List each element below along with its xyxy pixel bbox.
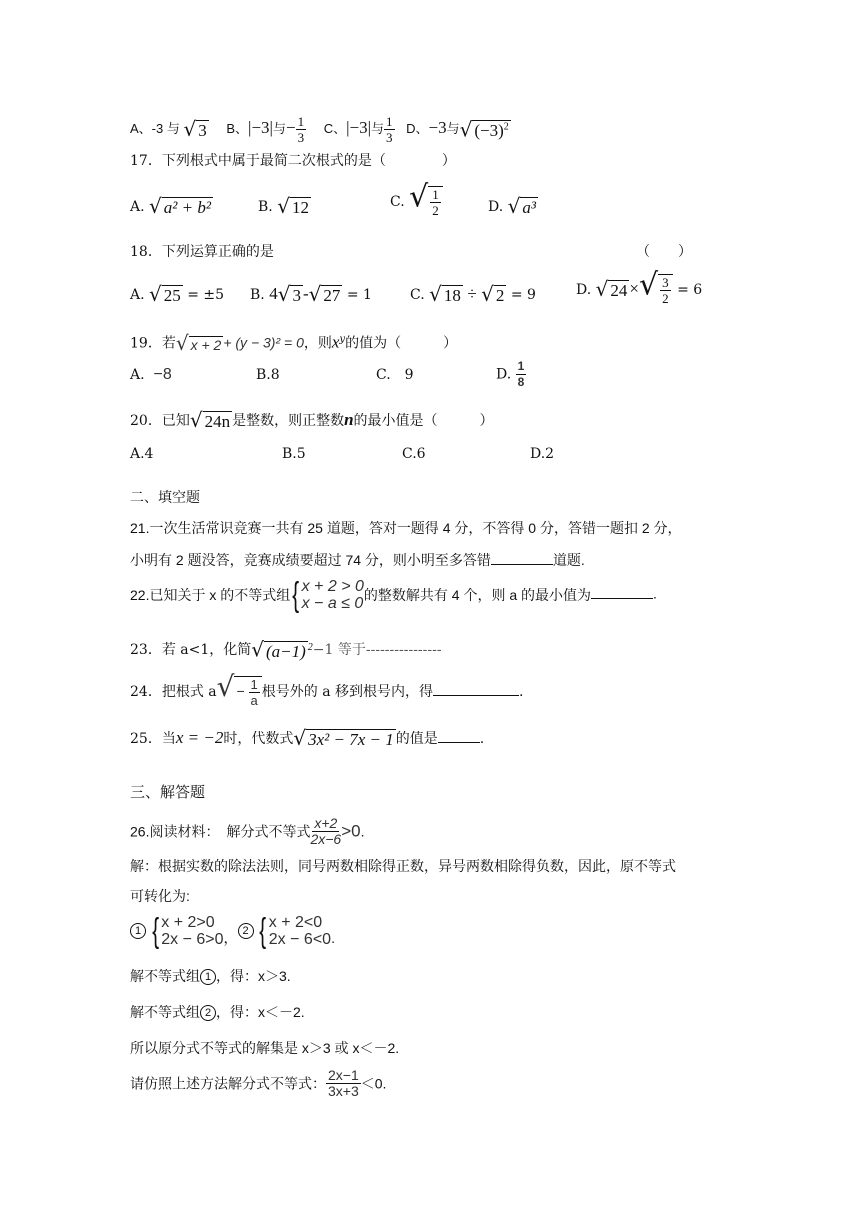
option-result: = ±5	[187, 287, 225, 303]
q18-stem: 18．下列运算正确的是	[130, 244, 274, 260]
option-value: −8	[153, 366, 172, 383]
option-a-num: -3	[151, 120, 164, 136]
radical: √ 24	[595, 277, 628, 301]
stem-text: 是整数，则正整数	[232, 413, 345, 429]
stem-text: 时，代数式	[223, 731, 294, 747]
q23-stem	[130, 638, 442, 662]
option-result: = 1	[346, 287, 372, 303]
fraction	[384, 114, 395, 145]
q16-options	[130, 114, 511, 145]
power-base: x	[331, 332, 340, 352]
denominator: 8	[517, 375, 525, 389]
exponent: 2	[307, 642, 313, 653]
radical: √ $\frac{1}{2}$	[409, 186, 443, 218]
radicand: 25	[163, 286, 181, 305]
q16-option-a	[130, 116, 212, 141]
option-d-label: D、	[406, 120, 429, 136]
circled-two: 2	[200, 1005, 216, 1021]
q17-option-b	[258, 196, 311, 218]
q17-option-d	[488, 196, 538, 218]
q25-stem	[130, 728, 484, 750]
radicand: a³	[522, 198, 536, 217]
option-result: = 6	[677, 282, 703, 298]
system-row-2: 2x − 6<0	[268, 931, 332, 948]
q26-step2	[130, 1002, 305, 1022]
q19-stem	[130, 330, 457, 355]
exponent: 2	[503, 121, 509, 133]
option-label: A.	[130, 287, 145, 303]
option-b-connector: 与	[272, 120, 286, 136]
q18-answer-paren: （ ）	[636, 244, 692, 260]
minus-sign: −	[236, 683, 245, 700]
stem-text: 的值为（ ）	[345, 335, 458, 352]
abs-value: |−3|	[248, 117, 273, 137]
q16-option-b	[226, 114, 309, 145]
numerator: x+2	[314, 815, 338, 831]
q26-task	[130, 1068, 386, 1106]
numerator: 3	[662, 275, 669, 290]
separator: ，	[223, 930, 238, 946]
fraction	[310, 816, 341, 847]
denominator: 3	[297, 130, 305, 145]
radicand: 3	[198, 120, 207, 140]
stem-text: ，则	[303, 335, 332, 352]
radicand: (−3)	[474, 121, 504, 141]
q26-conclusion: 所以原分式不等式的解集是 x＞3 或 x＜－2.	[130, 1040, 400, 1056]
stem-text: ，得：x＞3.	[216, 968, 291, 984]
q22-stem	[130, 578, 657, 622]
denominator: 3	[386, 130, 393, 145]
q26-stem	[130, 816, 365, 852]
stem-text: 请仿照上述方法解分式不等式：	[130, 1075, 326, 1092]
stem-text: 19．若	[130, 335, 176, 352]
option-label: C.	[390, 194, 405, 210]
option-label: D.	[576, 282, 592, 298]
denominator: a	[250, 693, 258, 708]
q18-option-c	[410, 284, 536, 306]
radical: √ x + 2	[175, 330, 222, 355]
q20-option-b: B.5	[282, 446, 306, 462]
radicand: (a−1)	[266, 641, 306, 661]
fraction	[516, 359, 527, 390]
abs-inner: −3	[251, 117, 270, 137]
q26-systems	[130, 914, 335, 958]
fraction	[296, 114, 307, 145]
radicand: 24n	[204, 412, 231, 431]
stem-text: 24．把根式 a	[130, 684, 217, 700]
stem-text: 的值是	[395, 731, 438, 747]
radical: √ 18	[429, 282, 461, 306]
stem-text: 根号外的 a 移到根号内，得	[261, 684, 434, 700]
numerator: 2x−1	[328, 1067, 359, 1083]
option-d-connector: 与	[446, 120, 460, 136]
q17-option-a	[130, 196, 213, 218]
option-a-connector: 与	[166, 120, 180, 136]
radicand: 18	[443, 286, 461, 305]
denominator: 2	[432, 203, 439, 218]
q20-option-d: D.2	[530, 446, 555, 462]
q19-options	[130, 359, 730, 395]
radicand: 3	[292, 286, 301, 305]
system-row-2: 2x − 6>0	[161, 931, 224, 948]
radicand: 24	[610, 281, 628, 300]
stem-text: 26.阅读材料： 解分式不等式	[130, 823, 311, 840]
q20-stem	[130, 410, 494, 432]
radicand: 2	[495, 286, 505, 305]
circled-two: 2	[238, 923, 254, 939]
q17-options	[130, 179, 730, 228]
minus-sign: −	[285, 117, 296, 137]
denominator: 2x−6	[310, 831, 342, 847]
stem-text: 25．当	[130, 731, 176, 747]
stem-text: ，得：x＜－2.	[216, 1004, 305, 1020]
q24-stem	[130, 670, 524, 710]
q18-option-d	[576, 267, 703, 306]
answer-blank[interactable]	[591, 598, 653, 599]
q19-option-d	[496, 359, 526, 390]
q20-option-c: C.6	[402, 446, 426, 462]
stem-text: 小明有 2 题没答，竞赛成绩要超过 74 分，则小明至多答错	[130, 552, 491, 568]
operator: ÷	[467, 284, 477, 303]
abs-value: |−3|	[346, 117, 371, 137]
stem-text: −1 等于----------------	[312, 641, 442, 658]
stem-text: .	[653, 585, 657, 602]
option-b-label: B、	[226, 120, 249, 136]
radical: √ $\frac{3}{2}$	[639, 274, 673, 306]
separator: .	[331, 930, 335, 946]
numerator: 1	[386, 114, 393, 129]
radical: √ 3	[183, 116, 207, 141]
section-heading-fill-blank: 二、填空题	[130, 490, 200, 506]
option-label: A.	[130, 199, 145, 215]
q19-option-a	[130, 365, 172, 385]
inequality-system: { x + 2 > 0 x − a ≤ 0	[292, 576, 364, 614]
q21-line2	[130, 550, 585, 570]
radical: √ a³	[507, 194, 536, 218]
radical: √ 27	[308, 282, 341, 306]
q16-option-d	[406, 117, 511, 142]
answer-blank[interactable]	[491, 564, 553, 565]
q26-step1	[130, 966, 291, 986]
option-result: = 9	[510, 287, 536, 303]
fraction	[326, 1068, 361, 1099]
radical: √ 3x² − 7x − 1	[293, 726, 394, 750]
radicand: a² + b²	[163, 198, 211, 217]
q17-option-c	[390, 179, 443, 218]
option-label: A.	[130, 367, 145, 383]
coefficient: 4	[269, 284, 278, 303]
stem-text: 23．若 a<1，化简	[130, 641, 252, 658]
answer-blank[interactable]	[433, 695, 519, 696]
stem-text: 解不等式组	[130, 968, 200, 984]
q19-option-c: C. 9	[376, 367, 414, 383]
operator: -	[302, 284, 309, 303]
circled-one: 1	[200, 969, 216, 985]
option-c-connector: 与	[370, 120, 384, 136]
inequality-system-2: { x + 2<0 2x − 6<0	[259, 912, 332, 950]
option-label: D.	[496, 366, 512, 383]
q26-solution-line1: 解：根据实数的除法法则，同号两数相除得正数，异号两数相除得负数，因此，原不等式	[130, 858, 676, 874]
numerator: 1	[432, 187, 439, 202]
option-label: C.	[410, 287, 425, 303]
radical: √ a² + b²	[149, 194, 211, 218]
power-exponent: y	[339, 334, 346, 345]
q18-option-a	[130, 284, 224, 306]
condition: x = −2	[175, 728, 224, 747]
numerator: 1	[517, 359, 525, 373]
equation-rest: + (y − 3)² = 0	[223, 334, 304, 351]
relation: >0	[341, 821, 361, 841]
radical: √ (a−1) $^2$	[251, 637, 313, 662]
stem-text: 的整数解共有 4 个，则 a 的最小值为	[363, 587, 592, 603]
stem-text: 解不等式组	[130, 1004, 200, 1020]
abs-inner: −3	[349, 117, 368, 137]
denominator: 3x+3	[328, 1083, 359, 1099]
radicand: x + 2	[190, 336, 222, 353]
q19-option-b: B.8	[256, 367, 280, 383]
radical: √ 3	[277, 282, 301, 306]
system-row-2: x − a ≤ 0	[301, 595, 364, 612]
stem-text: .	[360, 823, 365, 840]
q18-options	[130, 267, 730, 320]
q20-options	[130, 444, 730, 464]
option-c-label: C、	[323, 120, 347, 136]
answer-blank[interactable]	[438, 742, 480, 743]
radicand: 27	[323, 286, 341, 305]
stem-text: .	[519, 684, 524, 700]
option-a-label: A、	[130, 120, 152, 136]
radical: √ 2	[481, 282, 505, 306]
denominator: 2	[662, 291, 669, 306]
option-label: B.	[258, 199, 273, 215]
section-heading-solve: 三、解答题	[130, 783, 206, 801]
q17-stem: 17．下列根式中属于最简二次根式的是（ ）	[130, 153, 456, 169]
relation: ＜0.	[360, 1075, 387, 1092]
inequality-system-1: { x + 2>0 2x − 6>0	[152, 912, 224, 950]
radical: √ 12	[277, 194, 309, 218]
option-label: B.	[250, 287, 265, 303]
stem-text: 20．已知	[130, 413, 190, 429]
numerator: 1	[297, 114, 305, 129]
radical: √ − $\frac{1}{a}$	[217, 676, 262, 708]
circled-one: 1	[130, 923, 146, 939]
system-row-1: x + 2<0	[268, 914, 323, 931]
stem-text: 的最小值是（ ）	[353, 413, 494, 429]
operator: ×	[629, 279, 639, 298]
stem-text: .	[479, 731, 485, 747]
stem-text: 道题.	[552, 552, 585, 568]
q20-option-a: A.4	[130, 446, 154, 462]
q26-solution-line2: 可转化为:	[130, 888, 190, 904]
radicand: 3x² − 7x − 1	[308, 730, 394, 749]
numerator: 1	[250, 677, 258, 692]
option-label: D.	[488, 199, 504, 215]
system-row-1: x + 2>0	[161, 914, 215, 931]
radical: √ 25	[149, 282, 181, 306]
q21-line1: 21.一次生活常识竞赛一共有 25 道题，答对一题得 4 分，不答得 0 分，答错一题扣 2 分，	[130, 520, 682, 536]
stem-text: 22.已知关于 x 的不等式组	[130, 587, 291, 603]
q16-option-c	[323, 114, 398, 145]
variable: n	[344, 410, 354, 429]
radical: √ 24n	[189, 408, 231, 432]
radicand: 12	[291, 198, 309, 217]
system-row-1: x + 2 > 0	[301, 578, 364, 595]
option-d-num: −3	[428, 117, 447, 137]
radical: √ $(-3)^2$	[459, 117, 509, 142]
q18-option-b	[250, 284, 372, 306]
